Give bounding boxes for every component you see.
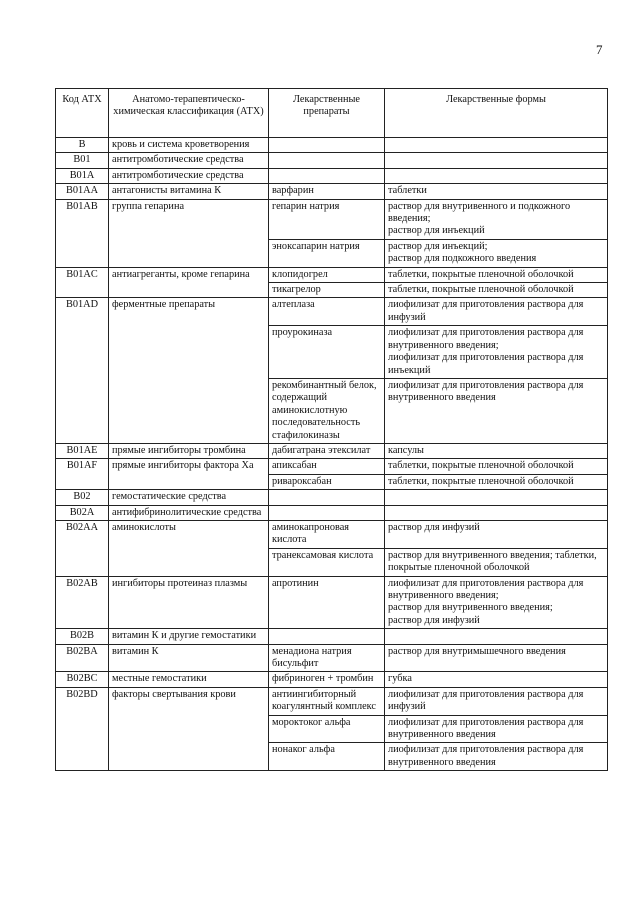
dosage-form-cell: таблетки, покрытые пленочной оболочкой: [385, 474, 608, 489]
drug-name-cell: [269, 138, 385, 153]
dosage-form-cell: таблетки, покрытые пленочной оболочкой: [385, 267, 608, 282]
drug-name-cell: менадиона натрия бисульфит: [269, 644, 385, 672]
table-body: [56, 138, 608, 771]
atx-classification-cell: группа гепарина: [109, 199, 269, 267]
atx-classification-cell: антифибринолитические средства: [109, 505, 269, 520]
atx-classification-cell: витамин К: [109, 644, 269, 672]
drug-name-cell: тикагрелор: [269, 283, 385, 298]
drug-name-cell: эноксапарин натрия: [269, 239, 385, 267]
atx-classification-cell: прямые ингибиторы фактора Ха: [109, 459, 269, 490]
atx-classification-cell: витамин К и другие гемостатики: [109, 629, 269, 644]
dosage-form-cell: лиофилизат для приготовления раствора для инфузий: [385, 687, 608, 715]
table-row: [56, 576, 608, 629]
drug-name-cell: [269, 168, 385, 183]
dosage-form-cell: раствор для инфузий: [385, 520, 608, 548]
atx-code-cell: B02AA: [56, 520, 109, 576]
atx-code-cell: B02BD: [56, 687, 109, 770]
atx-code-cell: B02BC: [56, 672, 109, 687]
atx-code-cell: B02B: [56, 629, 109, 644]
drug-name-cell: [269, 629, 385, 644]
drug-name-cell: аминокапроновая кислота: [269, 520, 385, 548]
dosage-form-cell: [385, 168, 608, 183]
drug-name-cell: [269, 490, 385, 505]
dosage-form-cell: [385, 490, 608, 505]
dosage-form-cell: [385, 505, 608, 520]
dosage-form-cell: губка: [385, 672, 608, 687]
atx-classification-cell: местные гемостатики: [109, 672, 269, 687]
table-row: [56, 629, 608, 644]
drug-name-cell: алтеплаза: [269, 298, 385, 326]
drug-name-cell: [269, 153, 385, 168]
dosage-form-cell: раствор для внутримышечного введения: [385, 644, 608, 672]
drug-name-cell: нонаког альфа: [269, 743, 385, 771]
drug-name-cell: транексамовая кислота: [269, 548, 385, 576]
drug-name-cell: дабигатрана этексилат: [269, 443, 385, 458]
atx-code-cell: B01AE: [56, 443, 109, 458]
table-row: [56, 443, 608, 458]
dosage-form-cell: лиофилизат для приготовления раствора для внутривенного введения: [385, 378, 608, 443]
drug-name-cell: рекомбинантный белок, содержащий аминокислотную последовательность стафилокиназы: [269, 378, 385, 443]
atx-classification-cell: антитромботические средства: [109, 153, 269, 168]
atx-classification-cell: антагонисты витамина К: [109, 184, 269, 199]
atx-code-cell: B02: [56, 490, 109, 505]
table-row: [56, 138, 608, 153]
dosage-form-cell: капсулы: [385, 443, 608, 458]
table-row: [56, 298, 608, 326]
atx-code-cell: B01A: [56, 168, 109, 183]
atx-code-cell: B02A: [56, 505, 109, 520]
dosage-form-cell: [385, 153, 608, 168]
atx-code-cell: B01AA: [56, 184, 109, 199]
dosage-form-cell: раствор для инъекций; раствор для подкожного введения: [385, 239, 608, 267]
atx-drug-table: [55, 88, 608, 771]
drug-name-cell: апиксабан: [269, 459, 385, 474]
drug-name-cell: антиингибиторный коагулянтный комплекс: [269, 687, 385, 715]
atx-code-cell: B01AC: [56, 267, 109, 298]
atx-code-cell: B: [56, 138, 109, 153]
drug-name-cell: апротинин: [269, 576, 385, 629]
table-row: [56, 505, 608, 520]
atx-classification-cell: гемостатические средства: [109, 490, 269, 505]
atx-code-cell: B01AD: [56, 298, 109, 443]
atx-classification-cell: аминокислоты: [109, 520, 269, 576]
table-row: [56, 184, 608, 199]
drug-name-cell: гепарин натрия: [269, 199, 385, 239]
atx-classification-cell: ингибиторы протеиназ плазмы: [109, 576, 269, 629]
drug-name-cell: варфарин: [269, 184, 385, 199]
dosage-form-cell: лиофилизат для приготовления раствора для инфузий: [385, 298, 608, 326]
table-row: [56, 490, 608, 505]
dosage-form-cell: лиофилизат для приготовления раствора для внутривенного введения: [385, 715, 608, 743]
header-code: Код АТХ: [56, 89, 109, 138]
dosage-form-cell: [385, 629, 608, 644]
atx-classification-cell: антитромботические средства: [109, 168, 269, 183]
dosage-form-cell: лиофилизат для приготовления раствора для внутривенного введения: [385, 743, 608, 771]
atx-code-cell: B01: [56, 153, 109, 168]
drug-name-cell: проурокиназа: [269, 326, 385, 379]
drug-name-cell: ривароксабан: [269, 474, 385, 489]
drug-name-cell: мороктоког альфа: [269, 715, 385, 743]
dosage-form-cell: таблетки, покрытые пленочной оболочкой: [385, 459, 608, 474]
atx-classification-cell: ферментные препараты: [109, 298, 269, 443]
header-classification: Анатомо-терапевтическо-химическая классификация (АТХ): [109, 89, 269, 138]
table-row: [56, 153, 608, 168]
table-row: [56, 199, 608, 239]
drug-name-cell: клопидогрел: [269, 267, 385, 282]
atx-code-cell: B01AB: [56, 199, 109, 267]
dosage-form-cell: раствор для внутривенного введения; таблетки, покрытые пленочной оболочкой: [385, 548, 608, 576]
dosage-form-cell: раствор для внутривенного и подкожного введения; раствор для инъекций: [385, 199, 608, 239]
dosage-form-cell: таблетки: [385, 184, 608, 199]
table-row: [56, 672, 608, 687]
atx-code-cell: B02AB: [56, 576, 109, 629]
atx-code-cell: B01AF: [56, 459, 109, 490]
drug-name-cell: [269, 505, 385, 520]
header-forms: Лекарственные формы: [385, 89, 608, 138]
dosage-form-cell: лиофилизат для приготовления раствора для внутривенного введения; раствор для внутривенного введения; раствор для инфузий: [385, 576, 608, 629]
dosage-form-cell: таблетки, покрытые пленочной оболочкой: [385, 283, 608, 298]
atx-classification-cell: антиагреганты, кроме гепарина: [109, 267, 269, 298]
table-row: [56, 520, 608, 548]
table-row: [56, 644, 608, 672]
dosage-form-cell: лиофилизат для приготовления раствора для внутривенного введения; лиофилизат для приготовления раствора для инъекций: [385, 326, 608, 379]
table-row: [56, 168, 608, 183]
table-row: [56, 459, 608, 474]
drug-name-cell: фибриноген + тромбин: [269, 672, 385, 687]
header-drugs: Лекарственные препараты: [269, 89, 385, 138]
table-row: [56, 687, 608, 715]
atx-classification-cell: кровь и система кроветворения: [109, 138, 269, 153]
table-header-row: [56, 89, 608, 138]
dosage-form-cell: [385, 138, 608, 153]
atx-classification-cell: факторы свертывания крови: [109, 687, 269, 770]
page-number: 7: [596, 42, 603, 57]
table-row: [56, 267, 608, 282]
atx-classification-cell: прямые ингибиторы тромбина: [109, 443, 269, 458]
atx-code-cell: B02BA: [56, 644, 109, 672]
